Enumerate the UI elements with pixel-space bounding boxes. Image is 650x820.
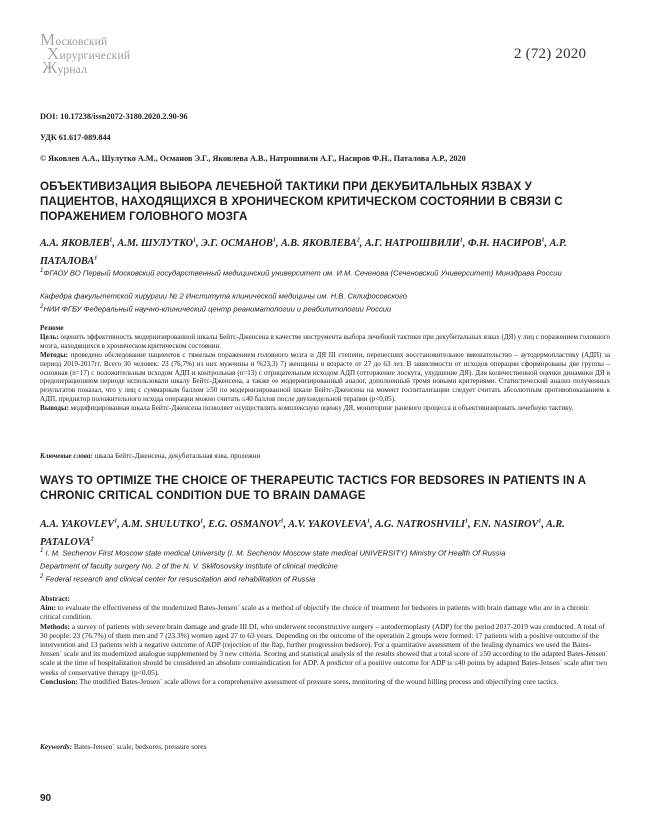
ru-title: ОБЪЕКТИВИЗАЦИЯ ВЫБОРА ЛЕЧЕБНОЙ ТАКТИКИ ПРИ ДЕКУБИТАЛЬНЫХ ЯЗВАХ У ПАЦИЕНТОВ, НАХОДЯЩИХСЯ В ХРОНИЧЕСКОМ КРИТИЧЕСКОМ СОСТОЯНИИ В СВЯЗИ С ПОРАЖЕНИЕМ ГОЛОВНОГО МОЗГА [40, 180, 563, 223]
author: A.R. PATALOVA$^2$ [40, 519, 565, 548]
logo-word: осковский [55, 36, 108, 48]
ru-authors [40, 234, 610, 269]
ru-keywords: Ключевые слова: шкала Бейтс-Дженсена, декубитальная язва, пролежни [40, 452, 261, 460]
author: А.В. ЯКОВЛЕВА$^2$, [280, 238, 365, 250]
logo-word: ирургический [59, 50, 131, 62]
journal-logo [40, 30, 180, 77]
abstract-methods: Методы: проведено обследование пациентов с тяжелым поражением головного мозга и ДЯ III степени, перенесших восстановительное вмешательство – аутодермопластику (АДП) за период 2019-2017гг. Всего 30 человек: 23 (76,7%) из них мужчины и %23,3) 7) женщины в возрасте от 27 до 63 лет. В зависимости от исходов операции сформированы две группы – основная (n=17) с положительным исходом АДП и контрольная (n=13) с отрицательным исходом АДП (отторжение лоскута, ухудшение ДЯ). Для количественной оценки динамики ДЯ в предоперационном периоде использовали шкалу Бейтс-Дженсена, а также ее модернизированный аналог, дополненный тремя новыми критериями. Статистический анализ полученных результатов показал, что у лиц с суммарным баллом ≥50 по модернизированной шкале Бейтс-Дженсена на момент госпитализации следует считать абсолютным противопоказанием к АДП, предиктор положительного исхода операции можно считать ≤40 баллов после двухнедельной терапии (p<0,05). [40, 350, 610, 404]
abstract-conclusions: Выводы: модифицированная шкала Бейтс-Дженсена позволяет осуществлять комплексную оценку ДЯ, мониторинг раневого процесса и объективизировать лечебную тактику. [40, 404, 574, 413]
author: А.Г. НАТРОШВИЛИ$^1$, [364, 238, 468, 250]
issue-number: 2 (72) 2020 [514, 46, 587, 62]
author: A.V. YAKOVLEVA$^1$, [288, 519, 375, 531]
abstract-heading: Abstract: [40, 594, 70, 603]
author: Э.Г. ОСМАНОВ$^1$, [201, 238, 281, 250]
author: E.G. OSMANOV$^1$, [208, 519, 289, 531]
author: A.M. SHULUTKO$^1$, [121, 519, 209, 531]
page-number: 90 [40, 793, 52, 804]
abstract-methods: Methods: a survey of patients with severe brain damage and grade III DI, who underwent reconstructive surgery – autodermoplasty (ADP) for the period 2017-2019 was conducted. A total of 30 people: 23 (76.7%) of them men and 7 (23.3%) women aged 27 to 63 years. Depending on the outcome of the operation 2 groups were formed: 17 patients with a positive outcome of the intervention and 13 patients with a negative outcome of ADP (rejection of the flap, further progression bedsore). For a quantitative assessment of the healing dynamics we used the Bates-Jensen` scale and its modernized analogue supplemented by 3 new criteria. Scoring and statistical analysis of the results showed that a total score of ≥50 according to the adapted Bates-Jensen` scale at the time of hospitalization should be considered an absolute contraindication for ADP. A predictor of a positive outcome for ADP is ≤40 points by adapted Bates-Jensen` scale after two weeks of conservative therapy (p<0,05). [40, 621, 609, 677]
en-abstract [40, 594, 610, 686]
abstract-heading: Резюме [40, 324, 64, 332]
logo-initial: М [40, 30, 56, 49]
udk: УДК 61.617-089.844 [40, 133, 111, 142]
ru-abstract [40, 324, 610, 413]
logo-initial: Ж [42, 58, 58, 77]
author: A.A. YAKOVLEV$^1$, [40, 519, 122, 531]
author: A.G. NATROSHVILI$^1$, [374, 519, 474, 531]
logo-initial: Х [47, 44, 60, 63]
doi: DOI: 10.17238/issn2072-3180.2020.2.90-96 [40, 112, 188, 121]
author: Ф.Н. НАСИРОВ$^1$, [467, 238, 550, 250]
ru-affiliation: $^1$ФГАОУ ВО Первый Московский государственный медицинский университет им. И.М. Сеченова (Сеченовский Университет) Минздрава России [40, 268, 562, 278]
en-authors [40, 515, 610, 550]
en-affiliation: $^2$ Federal research and clinical center for resuscitation and rehabilitation of Russia [40, 574, 316, 584]
author: А.М. ШУЛУТКО$^1$, [117, 238, 202, 250]
en-title: WAYS TO OPTIMIZE THE CHOICE OF THERAPEUTIC TACTICS FOR BEDSORES IN PATIENTS IN A CHRONIC CRITICAL CONDITION DUE TO BRAIN DAMAGE [40, 474, 586, 502]
author: F.N. NASIROV$^1$, [473, 519, 547, 531]
copyright: © Яковлев А.А., Шулутко А.М., Османов Э.Г., Яковлева А.В., Натрошвили А.Г., Насиров Ф.Н., Паталова А.Р., 2020 [40, 154, 466, 163]
abstract-aim: Цель: оценить эффективность модернизированной шкалы Бейтс-Дженсена в качестве инструмента выбора лечебной тактики при декубитальных язвах (ДЯ) у лиц с поражением головного мозга, находящихся в хроническом критическом состоянии. [40, 332, 610, 350]
en-affiliation: $^1$ I. M. Sechenov First Moscow state medical University (I. M. Sechenov Moscow state medical UNIVERSITY) Ministry Of Health Of Russia [40, 548, 506, 558]
ru-affiliation: Кафедра факультетской хирургии № 2 Института клинической медицины им. Н.В. Склифосовского [40, 291, 408, 301]
abstract-aim: Aim: to evaluate the effectiveness of the modernized Bates-Jensen` scale as a method of objectify the choice of treatment for bedsores in patients with brain damage who are in a chronic critical condition. [40, 603, 590, 622]
ru-affiliation: $^2$НИИ ФГБУ Федеральный научно-клинический центр реаниматологии и реабилитологии России [40, 304, 392, 314]
author: А.Р. ПАТАЛОВА$^1$ [40, 238, 567, 267]
logo-word: урнал [57, 64, 88, 76]
author: А.А. ЯКОВЛЕВ$^1$, [40, 238, 118, 250]
en-keywords: Keywords: Bates-Jensen` scale, bedsores, pressure sores [40, 742, 207, 751]
en-affiliation: Department of faculty surgery No. 2 of the N. V. Sklifosovsky Institute of clinical medicine [40, 561, 338, 571]
abstract-conclusion: Conclusion: The modified Bates-Jensen` scale allows for a comprehensive assessment of pressure sores, monitoring of the wound hilling process and objectifying cure tactics. [40, 676, 559, 686]
